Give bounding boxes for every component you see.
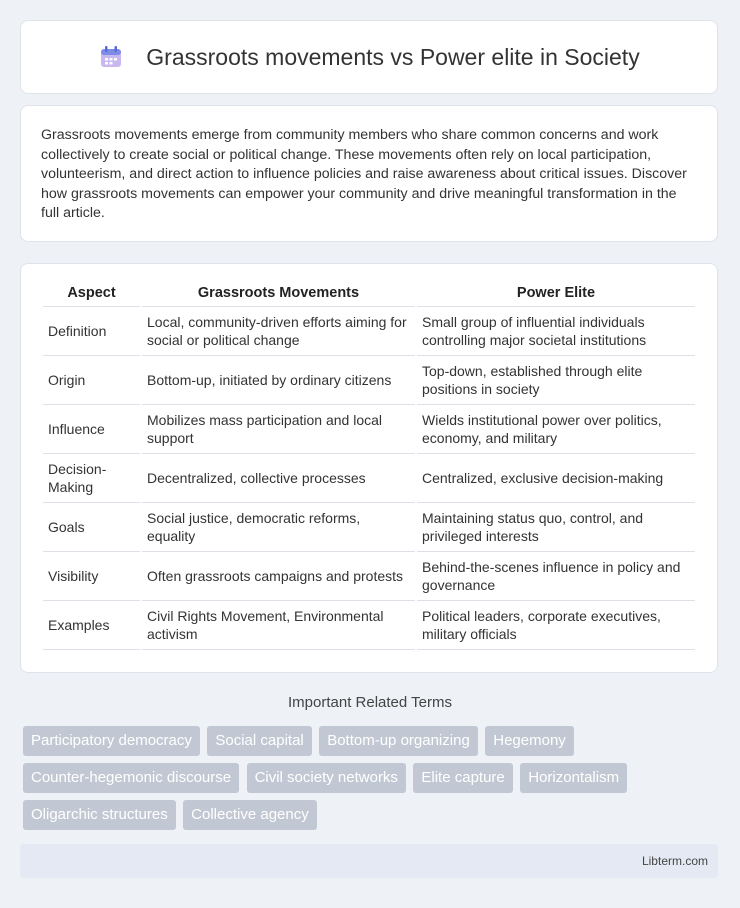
power-elite-cell: Political leaders, corporate executives, military officials [417,601,695,650]
comparison-table-card [20,263,718,673]
related-term-tag[interactable]: Participatory democracy [23,726,200,756]
power-elite-cell: Behind-the-scenes influence in policy and governance [417,552,695,601]
related-terms-list [23,726,713,837]
aspect-cell: Decision-Making [43,454,140,503]
related-term-tag[interactable]: Bottom-up organizing [319,726,478,756]
grassroots-cell: Often grassroots campaigns and protests [142,552,415,601]
table-row [43,503,695,552]
table-row [43,307,695,356]
power-elite-cell: Top-down, established through elite positions in society [417,356,695,405]
power-elite-cell: Wields institutional power over politics, economy, and military [417,405,695,454]
power-elite-cell: Maintaining status quo, control, and privileged interests [417,503,695,552]
table-row [43,405,695,454]
aspect-cell: Goals [43,503,140,552]
footer [20,844,718,878]
footer-site-link[interactable]: Libterm.com [641,854,708,868]
column-header-power-elite: Power Elite [417,280,695,307]
intro-text: Grassroots movements emerge from community members who share common concerns and work collectively to create social or political change. These movements often rely on local participation, volunteerism, and direct action to influence policies and raise awareness about critical issues. Discover how grassroots movements can empower your community and drive meaningful transformation in the full article. [41,127,687,222]
page-title: Grassroots movements vs Power elite in Society [146,43,640,70]
table-row [43,356,695,405]
calendar-icon [98,44,124,70]
aspect-cell: Examples [43,601,140,650]
grassroots-cell: Bottom-up, initiated by ordinary citizens [142,356,415,405]
aspect-cell: Origin [43,356,140,405]
related-term-tag[interactable]: Counter-hegemonic discourse [23,763,239,793]
power-elite-cell: Centralized, exclusive decision-making [417,454,695,503]
column-header-grassroots: Grassroots Movements [142,280,415,307]
aspect-cell: Visibility [43,552,140,601]
aspect-cell: Influence [43,405,140,454]
aspect-cell: Definition [43,307,140,356]
grassroots-cell: Mobilizes mass participation and local support [142,405,415,454]
related-term-tag[interactable]: Horizontalism [520,763,627,793]
table-header-row [43,280,695,307]
title-card [20,20,718,94]
table-row [43,454,695,503]
power-elite-cell: Small group of influential individuals controlling major societal institutions [417,307,695,356]
intro-card [20,105,718,242]
table-row [43,601,695,650]
comparison-table [41,280,697,650]
column-header-aspect: Aspect [43,280,140,307]
related-term-tag[interactable]: Oligarchic structures [23,800,176,830]
table-row [43,552,695,601]
related-term-tag[interactable]: Social capital [207,726,311,756]
grassroots-cell: Civil Rights Movement, Environmental activism [142,601,415,650]
grassroots-cell: Local, community-driven efforts aiming for social or political change [142,307,415,356]
related-term-tag[interactable]: Elite capture [413,763,512,793]
related-term-tag[interactable]: Hegemony [485,726,574,756]
related-term-tag[interactable]: Civil society networks [247,763,406,793]
grassroots-cell: Social justice, democratic reforms, equality [142,503,415,552]
related-term-tag[interactable]: Collective agency [183,800,317,830]
related-terms-title: Important Related Terms [288,694,452,711]
grassroots-cell: Decentralized, collective processes [142,454,415,503]
